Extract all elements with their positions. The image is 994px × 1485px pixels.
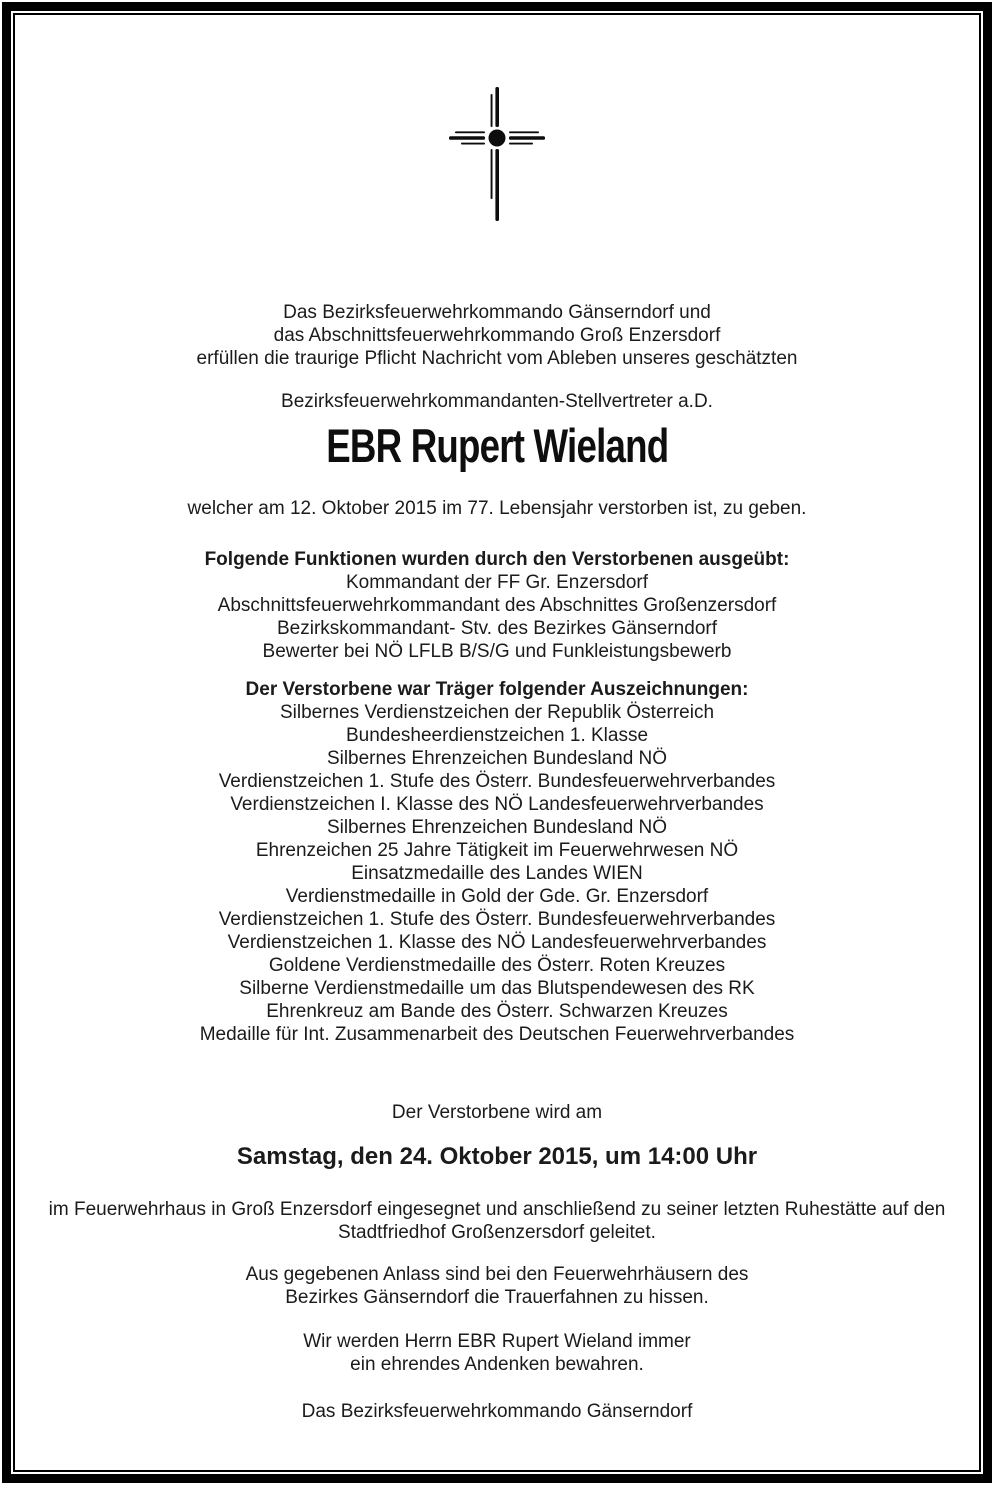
award-item: Medaille für Int. Zusammenarbeit des Deutschen Feuerwehrverbandes [199, 1024, 795, 1045]
location-line: Stadtfriedhof Großenzersdorf geleitet. [338, 1222, 656, 1243]
award-item: Ehrenzeichen 25 Jahre Tätigkeit im Feuerwehrwesen NÖ [255, 840, 739, 861]
award-item: Verdienstzeichen I. Klasse des NÖ Landesfeuerwehrverbandes [230, 794, 764, 815]
location-line: im Feuerwehrhaus in Groß Enzersdorf eingesegnet und anschließend zu seiner letzten Ruhestätte auf den [48, 1199, 946, 1220]
intro-line: erfüllen die traurige Pflicht Nachricht vom Ableben unseres geschätzten [196, 348, 798, 369]
flags-line: Aus gegebenen Anlass sind bei den Feuerwehrhäusern des [245, 1264, 749, 1285]
award-item: Silbernes Verdienstzeichen der Republik Österreich [279, 702, 715, 723]
awards-heading: Der Verstorbene war Träger folgender Auszeichnungen: [245, 679, 749, 700]
award-item: Silbernes Ehrenzeichen Bundesland NÖ [326, 817, 668, 838]
funeral-location-paragraph [15, 1198, 979, 1244]
funeral-datetime-wrap [15, 1142, 979, 1175]
remembrance-line: ein ehrendes Andenken bewahren. [350, 1354, 644, 1375]
signature: Das Bezirksfeuerwehrkommando Gänserndorf [301, 1401, 693, 1422]
remembrance-paragraph [15, 1330, 979, 1376]
memorial-cross-icon [15, 85, 979, 225]
function-item: Bewerter bei NÖ LFLB B/S/G und Funkleistungsbewerb [262, 641, 732, 662]
award-item: Einsatzmedaille des Landes WIEN [351, 863, 643, 884]
award-item: Goldene Verdienstmedaille des Österr. Roten Kreuzes [268, 955, 726, 976]
functions-section [15, 548, 979, 663]
flags-line: Bezirkes Gänserndorf die Trauerfahnen zu hissen. [285, 1287, 709, 1308]
funeral-datetime: Samstag, den 24. Oktober 2015, um 14:00 Uhr [236, 1143, 758, 1170]
deceased-name: EBR Rupert Wieland [325, 419, 669, 472]
award-item: Silbernes Ehrenzeichen Bundesland NÖ [326, 748, 668, 769]
intro-paragraph [15, 301, 979, 370]
outer-border [2, 2, 992, 1483]
award-item: Silberne Verdienstmedaille um das Blutspendewesen des RK [239, 978, 755, 999]
funeral-lead: Der Verstorbene wird am [391, 1102, 603, 1123]
award-item: Verdienstmedaille in Gold der Gde. Gr. Enzersdorf [285, 886, 709, 907]
inner-border [13, 13, 981, 1472]
function-item: Bezirkskommandant- Stv. des Bezirkes Gänserndorf [277, 618, 717, 639]
remembrance-line: Wir werden Herrn EBR Rupert Wieland immer [303, 1331, 691, 1352]
awards-section [15, 678, 979, 1046]
death-statement: welcher am 12. Oktober 2015 im 77. Lebensjahr verstorben ist, zu geben. [187, 498, 807, 519]
deceased-name-wrap [15, 419, 979, 485]
award-item: Verdienstzeichen 1. Klasse des NÖ Landesfeuerwehrverbandes [227, 932, 767, 953]
functions-heading: Folgende Funktionen wurden durch den Verstorbenen ausgeübt: [204, 549, 790, 570]
award-item: Verdienstzeichen 1. Stufe des Österr. Bundesfeuerwehrverbandes [218, 771, 776, 792]
intro-line: Das Bezirksfeuerwehrkommando Gänserndorf und [283, 302, 711, 323]
notice-content [15, 15, 979, 1470]
award-item: Ehrenkreuz am Bande des Österr. Schwarzen Kreuzes [266, 1001, 728, 1022]
intro-line: das Abschnittsfeuerwehrkommando Groß Enzersdorf [273, 325, 721, 346]
award-item: Verdienstzeichen 1. Stufe des Österr. Bundesfeuerwehrverbandes [218, 909, 776, 930]
award-item: Bundesheerdienstzeichen 1. Klasse [345, 725, 649, 746]
mourning-flags-paragraph [15, 1263, 979, 1309]
function-item: Kommandant der FF Gr. Enzersdorf [345, 572, 648, 593]
rank-title: Bezirksfeuerwehrkommandanten-Stellvertreter a.D. [281, 391, 713, 412]
function-item: Abschnittsfeuerwehrkommandant des Abschnittes Großenzersdorf [217, 595, 777, 616]
